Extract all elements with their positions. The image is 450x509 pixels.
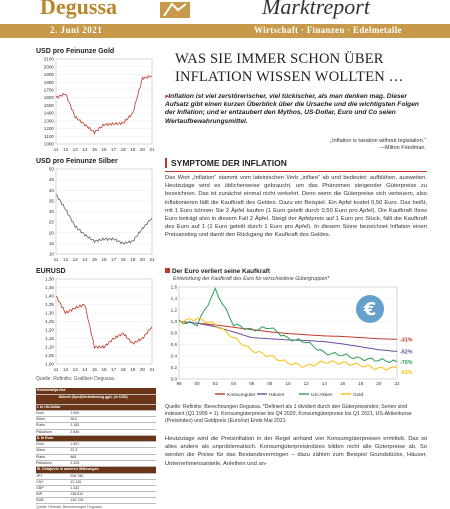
- quote-author: —Milton Friedman.: [379, 145, 426, 151]
- x-tick-label: 06: [249, 381, 255, 386]
- y-tick-label: 1,50: [45, 276, 54, 282]
- x-tick-label: 16: [101, 367, 107, 372]
- x-tick-label: 15: [91, 147, 97, 152]
- y-tick-label: 1400: [43, 110, 54, 116]
- brand-name: Degussa: [40, 0, 118, 19]
- y-tick-label: 0,4: [170, 353, 177, 359]
- table-row: Platin 1.183: [36, 423, 156, 429]
- x-tick-label: 21: [149, 147, 155, 152]
- y-tick-label: 1,6: [170, 284, 177, 290]
- figure-title: Der Euro verliert seine Kaufkraft: [165, 268, 270, 275]
- y-tick-label: 1600: [43, 95, 54, 101]
- report-topics: Wirtschaft · Finanzen · Edelmetalle: [254, 25, 402, 35]
- x-tick-label: 10: [285, 381, 291, 386]
- x-tick-label: 19: [130, 257, 136, 262]
- x-tick-label: 16: [101, 147, 107, 152]
- x-tick-label: 20: [139, 367, 145, 372]
- legend-label: Gold: [353, 392, 364, 398]
- masthead: [0, 0, 450, 24]
- article-body-2: Heutzutage wird die Preisinflation in der Regel anhand von Konsumgüterpreisen ermittelt. Das ist alles andere als unproblematisch. Konsumgüterpreisindizes bilden nicht alle Güterpreise ab. So werden die Preise für das Bestandsvermögen – dazu zählen zum Beispiel Grundstücke, Häuser, Unternehmensanteile, Anleihen und an-: [165, 436, 427, 467]
- table-row: Palladium 2.840: [36, 430, 156, 436]
- y-tick-label: 20: [48, 230, 54, 236]
- y-tick-label: 15: [48, 240, 54, 246]
- y-tick-label: 0,6: [170, 342, 177, 348]
- purchasing-power-chart: [165, 283, 427, 401]
- y-tick-label: 1800: [43, 79, 54, 85]
- plot-frame: [56, 59, 152, 144]
- y-tick-label: 1200: [43, 126, 54, 132]
- y-tick-label: 1,0: [170, 319, 177, 325]
- y-tick-label: 1,00: [45, 361, 54, 367]
- x-tick-label: 12: [63, 257, 69, 262]
- table-row: INR 138.612: [36, 492, 156, 498]
- silver-chart-title: USD pro Feinunze Silber: [36, 158, 118, 165]
- x-tick-label: 19: [130, 147, 136, 152]
- x-tick-label: 17: [111, 147, 117, 152]
- x-tick-label: 19: [130, 367, 136, 372]
- article-quote: [268, 138, 426, 152]
- price-series-line: [56, 76, 152, 134]
- x-tick-label: 08: [267, 381, 273, 386]
- y-tick-label: 1,25: [45, 319, 54, 325]
- table-row: Silber 28,0: [36, 417, 156, 423]
- price-series-line: [56, 195, 152, 245]
- eurusd-chart-title: EURUSD: [36, 268, 66, 275]
- x-tick-label: 20: [139, 257, 145, 262]
- y-tick-label: 10: [48, 251, 54, 257]
- x-tick-label: 14: [321, 381, 327, 386]
- y-tick-label: 1100: [44, 133, 54, 139]
- table-row: Gold 1.904: [36, 411, 156, 417]
- precious-metals-table: [36, 388, 156, 509]
- y-tick-label: 1900: [43, 72, 54, 78]
- x-tick-label: 18: [120, 257, 126, 262]
- date-bar: [0, 24, 450, 38]
- y-tick-label: 1,30: [45, 310, 54, 316]
- article-body-1: Das Wort „Inflation“ stammt vom lateinischen Verb „inflare“ ab und bedeutet: aufblähen, ausweiten. Heutzutage wird es üblicherweise gebraucht, um das Phänomen steigender Güterpreise zu bezeichnen. Das ist zunächst einmal nicht verkehrt. Denn wenn die Güterpreise sich verteuern, also inflationieren fällt die Kaufkraft des Geldes. Dazu ein Beispiel. Ein Apfel kostet 0,50 Euro. Das heißt, mit 1 Euro können Sie 2 Äpfel kaufen (1 Euro geteilt durch 0,50 Euro pro Apfel). Die Kaufkraft Ihres Euro beträgt also in diesem Fall 2 Äpfel. Steigt der Apfelpreis auf 1 Euro pro Stück, fällt die Kaufkraft des Euro auf 1 (1 Euro geteilt durch 1 Euro pro Apfel). In diesem Sinne bezeichnet Inflation einen Preisanstieg und damit den Rückgang der Kaufkraft des Geldes.: [165, 175, 427, 239]
- x-tick-label: 15: [91, 257, 97, 262]
- x-tick-label: 22: [394, 381, 400, 386]
- end-value-label: -52%: [400, 349, 413, 356]
- euro-sign-illustration-icon: [356, 295, 384, 323]
- lead-marker-icon: ▸: [165, 93, 169, 100]
- gold-chart-title: USD pro Feinunze Gold: [36, 48, 115, 55]
- x-tick-label: 18: [120, 147, 126, 152]
- table-source: Quelle: Refinitiv, Berechnungen Degussa.: [36, 505, 103, 509]
- x-tick-label: 21: [149, 257, 155, 262]
- table-header: Aktuell (Spot) Veränderung ggü. (in USD): [36, 395, 156, 405]
- y-tick-label: 30: [48, 209, 54, 215]
- x-tick-label: 13: [72, 147, 78, 152]
- table-section: II. In Euro: [36, 436, 156, 443]
- gold-price-chart: [36, 56, 156, 154]
- article-headline: WAS SIE IMMER SCHON ÜBER INFLATION WISSEN WOLLTEN …: [175, 51, 404, 85]
- y-tick-label: 35: [48, 198, 54, 204]
- x-tick-label: 14: [82, 147, 88, 152]
- legend-label: Häuser: [269, 392, 285, 398]
- x-tick-label: 12: [63, 367, 69, 372]
- end-value-label: -81%: [400, 370, 413, 377]
- y-tick-label: 45: [48, 177, 54, 183]
- table-row: Silber 22,9: [36, 448, 156, 454]
- y-tick-label: 50: [48, 166, 54, 172]
- y-tick-label: 2000: [43, 64, 54, 70]
- table-row: Platin 968: [36, 455, 156, 461]
- y-tick-label: 2100: [43, 56, 54, 62]
- x-tick-label: 18: [358, 381, 364, 386]
- y-tick-label: 1000: [43, 141, 54, 147]
- figure-caption: Quelle: Refinitiv; Berechnungen Degussa. *Definiert als 1 dividiert durch den Güterpreisindex; Serien sind indexiert (Q1 1999 = 1). Konsumgüterpreise bis Q4 2020, Konsumgüterpreise bis Q1 2021, US-Aktienkurse (Preisindex) und Goldpreis (Euro/oz) Ende Mai 2021.: [165, 404, 412, 424]
- table-row: Palladium 2.325: [36, 461, 156, 467]
- table-row: JPY 208.786: [36, 474, 156, 480]
- table-row: GBP 1.342: [36, 486, 156, 492]
- x-tick-label: 14: [82, 367, 88, 372]
- table-row: RUB 139.726: [36, 498, 156, 504]
- report-date: 2. Juni 2021: [50, 25, 103, 35]
- report-title: Marktreport: [262, 0, 370, 19]
- y-tick-label: 1,10: [45, 344, 54, 350]
- section-divider: [165, 171, 427, 172]
- y-tick-label: 1,4: [170, 296, 177, 302]
- y-tick-label: 1300: [43, 118, 54, 124]
- end-value-label: -70%: [400, 359, 413, 366]
- end-value-label: -31%: [400, 337, 413, 344]
- section-title: SYMPTOME DER INFLATION: [165, 158, 287, 168]
- price-series-line: [56, 296, 152, 348]
- x-tick-label: 04: [230, 381, 237, 386]
- x-tick-label: 18: [120, 367, 126, 372]
- x-tick-label: 20: [139, 147, 145, 152]
- table-section: III. Goldpreis in anderen Währungen: [36, 467, 156, 474]
- table-row: Gold 1.557: [36, 442, 156, 448]
- y-tick-label: 0,2: [170, 365, 177, 371]
- figure-marker-icon: [165, 268, 170, 273]
- x-tick-label: 12: [63, 147, 69, 152]
- figure-subtitle: Entwicklung der Kaufkraft des Euro für verschiedene Gütergruppen*: [173, 276, 330, 282]
- x-tick-label: 17: [111, 367, 117, 372]
- y-tick-label: 1,45: [45, 285, 54, 291]
- degussa-logo-icon: [158, 0, 192, 20]
- sidebar-source: Quelle: Refinitiv; Grafiken Degussa.: [36, 376, 116, 382]
- table-title: Edelmetallpreise: [36, 388, 156, 395]
- y-tick-label: 1,40: [45, 293, 54, 299]
- y-tick-label: 0,0: [170, 376, 177, 382]
- x-tick-label: 12: [303, 381, 309, 386]
- x-tick-label: 15: [91, 367, 97, 372]
- eurusd-chart: [36, 276, 156, 374]
- y-tick-label: 1700: [43, 87, 54, 93]
- x-tick-label: 17: [111, 257, 117, 262]
- x-tick-label: 21: [149, 367, 155, 372]
- quote-text: „Inflation is taxation without legislation.“: [330, 138, 426, 144]
- series-line-konsumgüter: [179, 322, 397, 340]
- x-tick-label: 16: [339, 381, 346, 386]
- silver-price-chart: [36, 166, 156, 264]
- x-tick-label: 11: [53, 147, 59, 152]
- y-tick-label: 1,15: [45, 336, 54, 342]
- x-tick-label: 20: [376, 381, 382, 386]
- table-row: CNY 12.126: [36, 480, 156, 486]
- x-tick-label: 00: [194, 381, 200, 386]
- legend-label: US-Aktien: [311, 392, 333, 398]
- table-section: I. In US-Dollar: [36, 405, 156, 412]
- y-tick-label: 1,35: [45, 302, 54, 308]
- y-tick-label: 1,2: [170, 307, 177, 313]
- x-tick-label: 14: [82, 257, 88, 262]
- legend-label: Konsumgüter: [227, 392, 256, 398]
- x-tick-label: 11: [53, 367, 59, 372]
- y-tick-label: 1,05: [45, 353, 54, 359]
- y-tick-label: 1,20: [45, 327, 54, 333]
- x-tick-label: 16: [101, 257, 107, 262]
- y-tick-label: 0,8: [170, 330, 177, 336]
- x-tick-label: 98: [176, 381, 182, 386]
- series-line-häuser: [179, 322, 397, 352]
- x-tick-label: 11: [53, 257, 59, 262]
- y-tick-label: 40: [48, 187, 54, 193]
- x-tick-label: 02: [212, 381, 218, 386]
- article-lead: ▸Inflation ist viel zerstörerischer, viel tückischer, als man denken mag. Dieser Aufsatz gibt einen kurzen Überblick über die Ursache und die wichtigsten Folgen der Inflation; und er entzaubert den Mythos, US-Dollar, Euro und Co seien Wertaufbewahrungsmittel.: [165, 93, 419, 125]
- y-tick-label: 1500: [43, 102, 54, 108]
- x-tick-label: 13: [72, 367, 78, 372]
- y-tick-label: 25: [48, 219, 54, 225]
- svg-text:€: €: [363, 299, 377, 320]
- x-tick-label: 13: [72, 257, 78, 262]
